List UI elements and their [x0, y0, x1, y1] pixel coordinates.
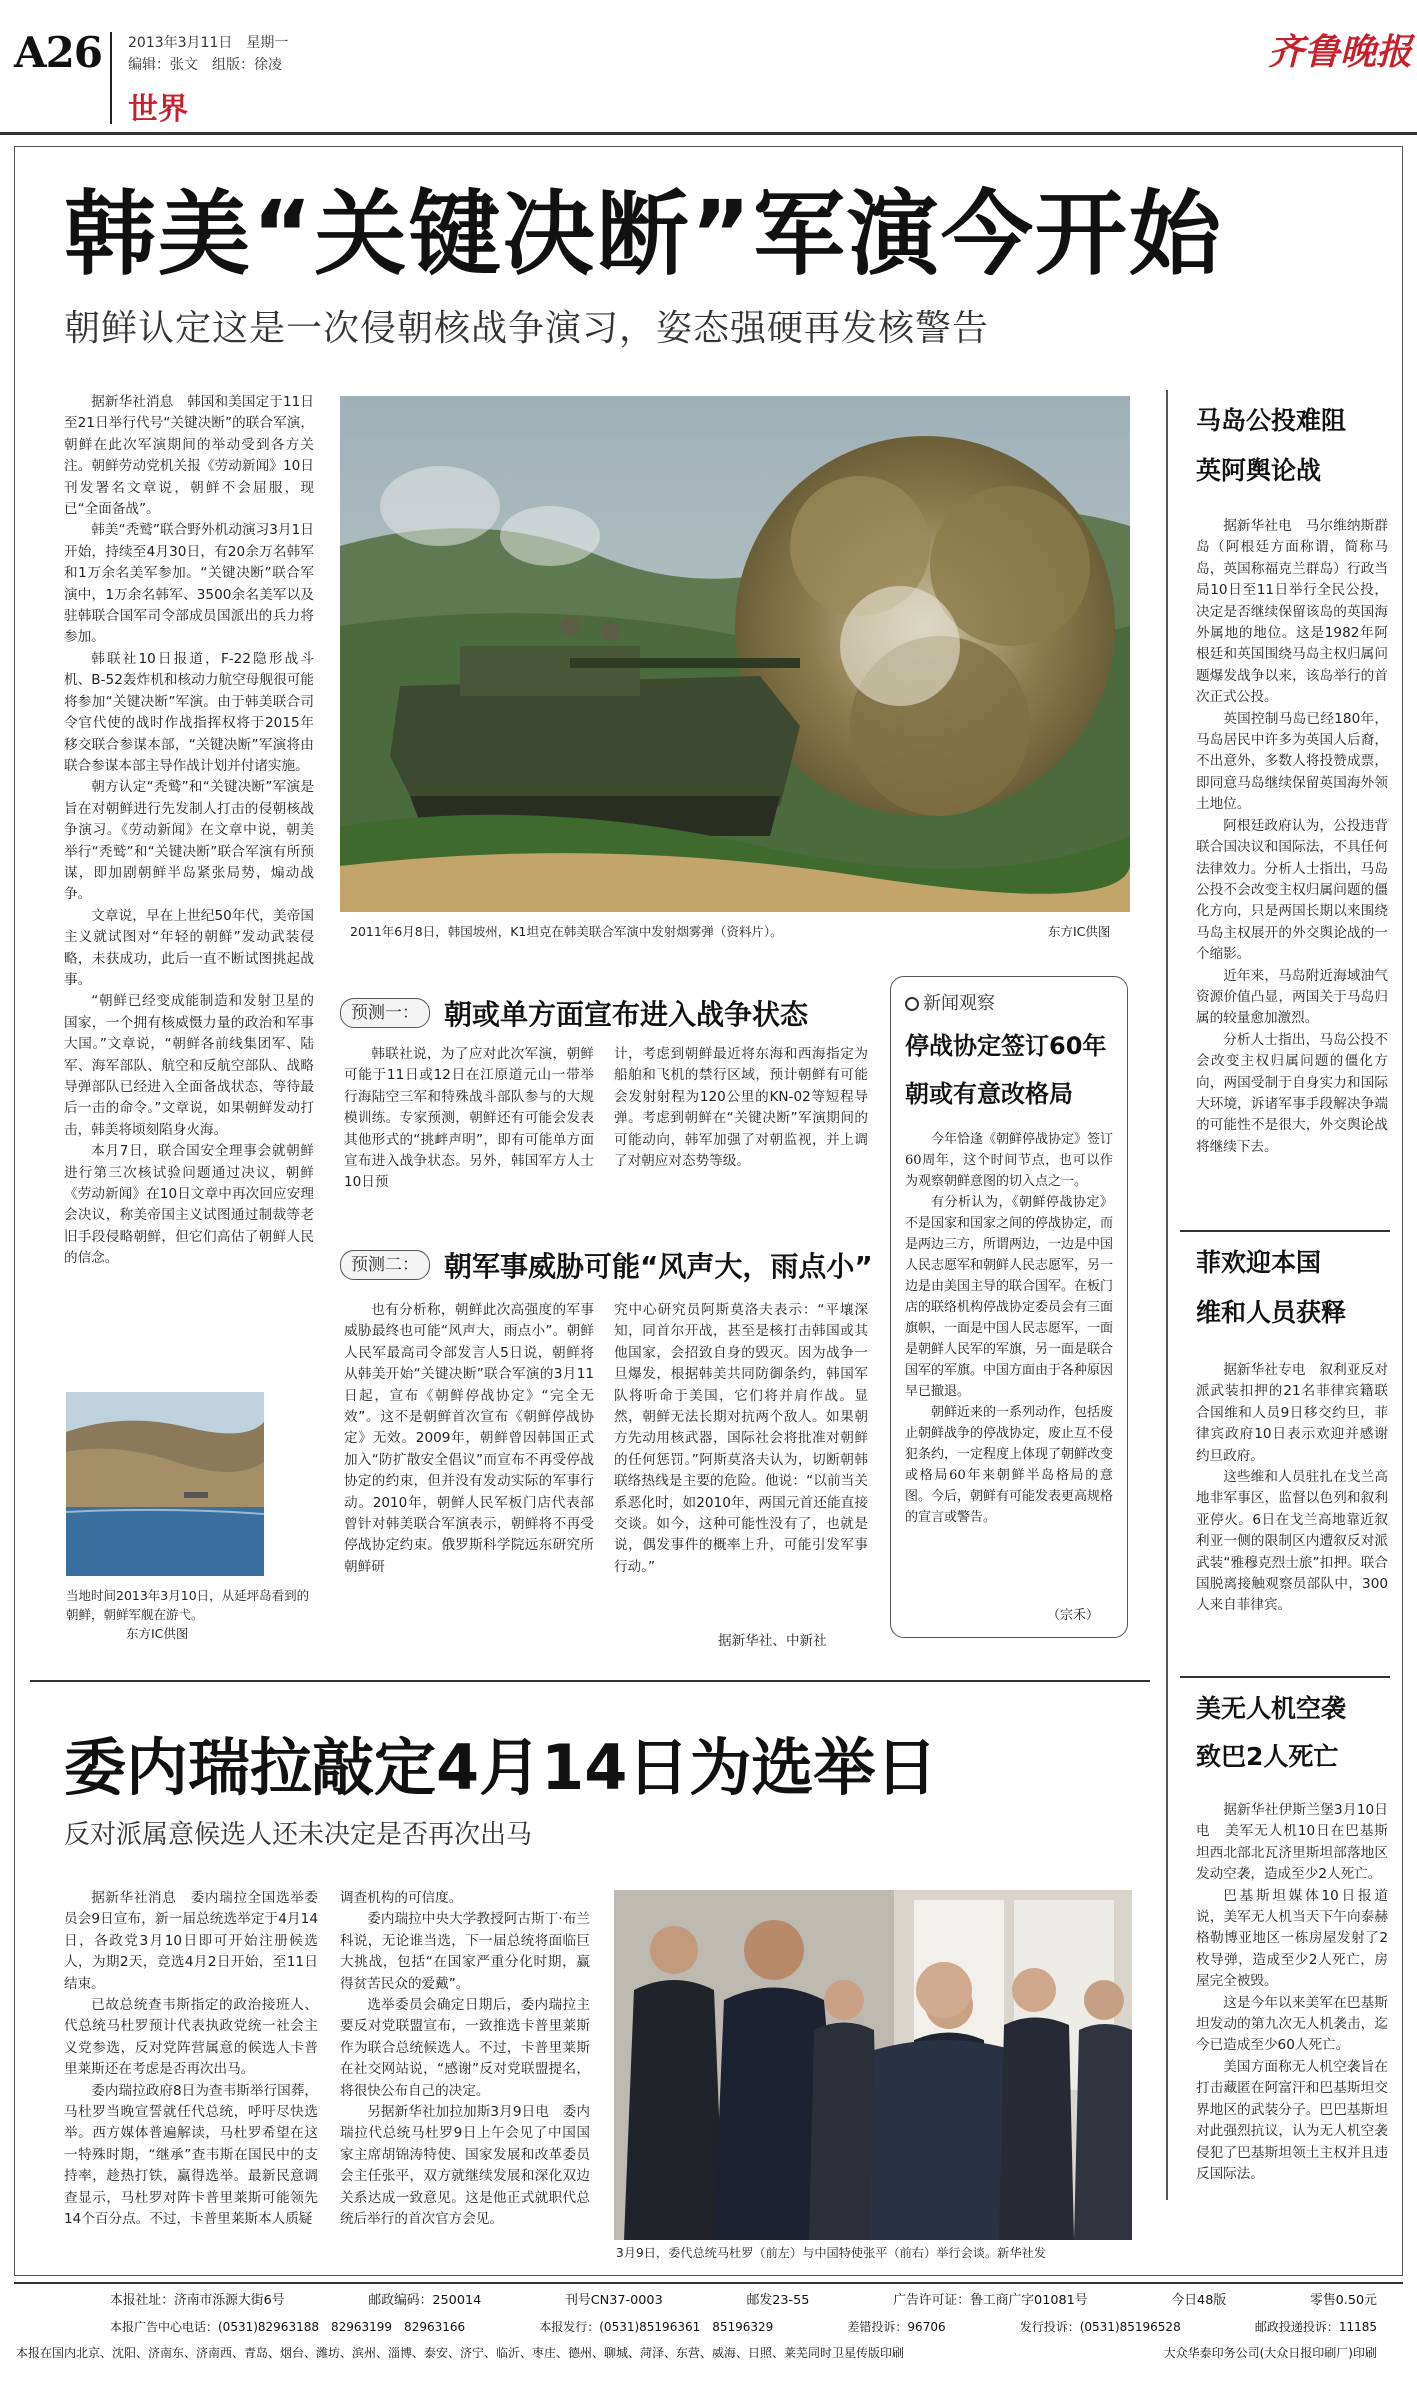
lead-paragraph: 据新华社消息 韩国和美国定于11日至21日举行代号“关键决断”的联合军演，朝鲜在此次军演期间的举动受到各方关注。朝鲜劳动党机关报《劳动新闻》10日刊发署名文章说，朝鲜不会屈服，现已“全面备战”。 — [64, 394, 314, 518]
venezuela-subhead: 反对派属意候选人还未决定是否再次出马 — [64, 1820, 533, 1850]
venezuela-paragraph: 另据新华社加拉加斯3月9日电 委内瑞拉代总统马杜罗9日上午会见了中国国家主席胡锦涛特使、国家发展和改革委员会主任张平，双方就继续发展和深化双边关系达成一致意见。这是他正式就职代总统后举行的首次官方会见。 — [340, 2104, 590, 2228]
footer-distribution: 本报发行：(0531)85196361 85196329 — [539, 2320, 774, 2334]
tank-photo-credit: 东方IC供图 — [1048, 924, 1111, 939]
lead-paragraph: 韩美“秃鹫”联合野外机动演习3月1日开始，持续至4月30日，有20余万名韩军和1万余名美军参加。“关键决断”联合军演中，1万余名韩军、3500余名美军以及驻韩联合国军司令部成员国派出的兵力将参加。 — [64, 522, 314, 646]
sidebar2-paragraph: 这些维和人员驻扎在戈兰高地非军事区，监督以色列和叙利亚停火。6日在戈兰高地靠近叙利亚一侧的限制区内遭叙反对派武装“雅穆克烈士旅”扣押。联合国脱离接触观察员部队中，300人来自菲律宾。 — [1196, 1469, 1388, 1614]
footer-ad-license: 广告许可证：鲁工商广字01081号 — [893, 2293, 1088, 2308]
prediction1-col2: 计，考虑到朝鲜最近将东海和西海指定为船舶和飞机的禁行区域，预计朝鲜有可能会发射射程为120公里的KN-02等短程导弹。考虑到朝鲜在“关键决断”军演期间的可能动向，韩军加强了对朝监视，并上调了对朝应对态势等级。 — [614, 1046, 868, 1170]
tank-photo-caption: 2011年6月8日，韩国坡州，K1坦克在韩美联合军演中发射烟雾弹（资料片）。 — [350, 924, 783, 939]
observation-box — [890, 976, 1128, 1638]
venezuela-paragraph: 调查机构的可信度。 — [340, 1890, 463, 1906]
venezuela-headline: 委内瑞拉敲定4月14日为选举日 — [64, 1731, 938, 1804]
venezuela-photo-image — [614, 1890, 1132, 2240]
editor-line: 编辑：张文 组版：徐凌 — [128, 57, 282, 73]
observation-title2: 朝或有意改格局 — [905, 1080, 1073, 1108]
sidebar-rule — [1180, 1230, 1390, 1232]
venezuela-paragraph: 委内瑞拉中央大学教授阿古斯丁·布兰科说，无论谁当选，下一届总统将面临巨大挑战，包括“在国家严重分化时期，赢得贫苦民众的爱戴”。 — [340, 1911, 590, 1992]
sidebar1-paragraph: 分析人士指出，马岛公投不会改变主权归属问题的僵化方向，两国受制于自身实力和国际大环境，诉诸军事手段解决争端的可能性不是很大，外交舆论战将继续下去。 — [1196, 1031, 1388, 1155]
sidebar2-body — [1196, 1360, 1388, 1670]
venezuela-paragraph: 据新华社消息 委内瑞拉全国选举委员会9日宣布，新一届总统选举定于4月14日，各政党3月10日即可开始注册候选人，为期2天，竞选4月2日开始，至11日结束。 — [64, 1890, 318, 1992]
observation-paragraph: 朝鲜近来的一系列动作，包括废止朝鲜战争的停战协定，废止互不侵犯条约，一定程度上体现了朝鲜改变或格局60年来朝鲜半岛格局的意图。今后，朝鲜有可能发表更高规格的宣言或警告。 — [905, 1405, 1113, 1525]
prediction2-source: 据新华社、中新社 — [718, 1633, 827, 1649]
footer-postal-code: 邮发23-55 — [746, 2293, 810, 2308]
lead-paragraph: “朝鲜已经变成能制造和发射卫星的国家，一个拥有核威慑力量的政治和军事大国。”文章说，“朝鲜各前线集团军、陆军、海军部队、航空和反航空部队、战略导弹部队已经进入全面备战状态，等待最后一击的命令。”文章说，如果朝鲜发动打击，韩美将顷刻陷身火海。 — [64, 993, 314, 1138]
lead-headline: 韩美“关键决断”军演今开始 — [64, 181, 1223, 288]
venezuela-photo-caption: 3月9日，委代总统马杜罗（前左）与中国特使张平（前右）举行会谈。新华社发 — [616, 2246, 1046, 2260]
sidebar3-paragraph: 据新华社伊斯兰堡3月10日电 美军无人机10日在巴基斯坦西北部北瓦济里斯坦部落地区发动空袭，造成至少2人死亡。 — [1196, 1802, 1388, 1883]
lead-paragraph: 朝方认定“秃鹫”和“关键决断”军演是旨在对朝鲜进行先发制人打击的侵朝核战争演习。《劳动新闻》在文章中说，朝美举行“秃鹫”和“关键决断”联合军演有所预谋，即加剧朝鲜半岛紧张局势，煽动战争。 — [64, 779, 314, 903]
lead-paragraph: 韩联社10日报道，F-22隐形战斗机、B-52轰炸机和核动力航空母舰很可能将参加“关键决断”军演。由于韩美联合司令官代使的战时作战指挥权将于2015年移交联合参谋本部，“关键决断”军演将由联合参谋本部主导作战计划并付诸实施。 — [64, 650, 314, 774]
observation-byline: （宗禾） — [1046, 1608, 1099, 1623]
observation-paragraph: 今年恰逢《朝鲜停战协定》签订60周年，这个时间节点，也可以作为观察朝鲜意图的切入点之一。 — [905, 1132, 1113, 1189]
footer-delivery-complaint: 邮政投递投诉：11185 — [1254, 2320, 1377, 2334]
lead-paragraph: 本月7日，联合国安全理事会就朝鲜进行第三次核试验问题通过决议，朝鲜《劳动新闻》在10日文章中再次回应安理会决议，称美帝国主义试图通过制裁等老旧手段侵略朝鲜，但它们高估了朝鲜人民的信念。 — [64, 1143, 314, 1267]
sidebar3-paragraph: 巴基斯坦媒体10日报道说，美军无人机当天下午向泰赫格勒博亚地区一栋房屋发射了2枚导弹，造成至少2人死亡，房屋完全被毁。 — [1196, 1887, 1388, 1990]
footer-row1 — [110, 2290, 1377, 2312]
prediction1-col1: 韩联社说，为了应对此次军演，朝鲜可能于11日或12日在江原道元山一带举行海陆空三军和特殊战斗部队参与的大规模训练。专家预测，朝鲜还有可能会发表其他形式的“挑衅声明”，即有可能单方面宣布进入战争状态。另外，韩国军方人士10日预 — [344, 1046, 594, 1191]
observation-body — [905, 1129, 1113, 1569]
island-photo-credit: 东方IC供图 — [126, 1626, 189, 1641]
observation-paragraph: 有分析认为，《朝鲜停战协定》不是国家和国家之间的停战协定，而是两边三方，所谓两边，一边是中国人民志愿军和朝鲜人民志愿军，另一边是由美国主导的联合国军。在板门店的联络机构停战协定委员会有三面旗帜，一面是中国人民志愿军，一面是朝鲜人民军的军旗，另一面是联合国军的军旗。中国方面由于各种原因早已撤退。 — [905, 1195, 1113, 1399]
sidebar1-paragraph: 阿根廷政府认为，公投违背联合国决议和国际法，不具任何法律效力。分析人士指出，马岛公投不会改变主权归属问题的僵化方向，只是两国长期以来围绕马岛主权展开的外交舆论战的一个缩影。 — [1196, 817, 1388, 963]
lead-subhead: 朝鲜认定这是一次侵朝核战争演习，姿态强硬再发核警告 — [64, 308, 990, 349]
footer-row3 — [16, 2342, 1377, 2364]
sidebar3-title2: 致巴2人死亡 — [1196, 1742, 1339, 1771]
prediction2-col1: 也有分析称，朝鲜此次高强度的军事威胁最终也可能“风声大，雨点小”。朝鲜人民军最高司令部发言人5日说，朝鲜将从韩美开始“关键决断”联合军演的3月11日起，宣布《朝鲜停战协定》“完全无效”。这不是朝鲜首次宣布《朝鲜停战协定》无效。2009年，朝鲜曾因韩国正式加入“防扩散安全倡议”而宣布不再受停战协定的约束，但并没有发动实际的军事行动。2010年，朝鲜人民军板门店代表部曾针对韩美联合军演表示，朝鲜将不再受停战协定约束。俄罗斯科学院远东研究所朝鲜研 — [344, 1302, 594, 1575]
prediction1-title: 朝或单方面宣布进入战争状态 — [444, 998, 809, 1031]
footer-error-report: 差错投诉：96706 — [847, 2320, 946, 2334]
prediction2-title: 朝军事威胁可能“风声大，雨点小” — [444, 1250, 873, 1283]
sidebar2-title1: 菲欢迎本国 — [1196, 1248, 1322, 1277]
masthead — [0, 0, 1417, 140]
prediction1-tag — [340, 998, 430, 1028]
paper-logo: 齐鲁晚报 — [1268, 31, 1413, 73]
prediction1-tag-label: 预测一： — [340, 998, 430, 1028]
lead-paragraph: 文章说，早在上世纪50年代，美帝国主义就试图对“年轻的朝鲜”发动武装侵略，未获成功，此后一直不断试图挑起战事。 — [64, 907, 314, 988]
sidebar-rule — [1180, 1676, 1390, 1678]
tank-photo-image — [340, 396, 1130, 912]
sidebar2-title2: 维和人员获释 — [1196, 1298, 1347, 1327]
sidebar1-paragraph: 据新华社电 马尔维纳斯群岛（阿根廷方面称谓，简称马岛，英国称福克兰群岛）行政当局10日至11日举行全民公投，决定是否继续保留该岛的英国海外属地的地位。这是1982年阿根廷和英国围绕马岛主权归属问题爆发战争以来，该岛举行的首次正式公投。 — [1196, 518, 1388, 706]
footer-price: 零售0.50元 — [1310, 2293, 1377, 2308]
footer-pages: 今日48版 — [1171, 2293, 1227, 2308]
sidebar1-paragraph: 英国控制马岛已经180年，马岛居民中许多为英国人后裔，不出意外，多数人将投赞成票，即同意马岛继续保留英国海外领土地位。 — [1196, 710, 1388, 813]
page-number: A26 — [14, 28, 103, 77]
venezuela-col1 — [64, 1888, 318, 2258]
footer-postcode: 邮政编码：250014 — [368, 2293, 482, 2308]
lead-body — [64, 392, 314, 1392]
sidebar1-title2: 英阿舆论战 — [1196, 456, 1322, 485]
venezuela-photo — [614, 1890, 1132, 2240]
sidebar1-title1: 马岛公投难阻 — [1196, 406, 1347, 435]
footer-ad-phone: 本报广告中心电话：(0531)82963188 82963199 82963166 — [110, 2320, 466, 2334]
date-line: 2013年3月11日 星期一 — [128, 35, 289, 51]
sidebar3-paragraph: 这是今年以来美军在巴基斯坦发动的第九次无人机袭击，迄今已造成至少60人死亡。 — [1196, 1994, 1388, 2054]
footer-print-sites: 本报在国内北京、沈阳、济南东、济南西、青岛、烟台、潍坊、滨州、淄博、泰安、济宁、临沂、枣庄、德州、聊城、菏泽、东营、威海、日照、莱芜同时卫星传版印刷 — [16, 2346, 905, 2360]
observation-icon — [905, 997, 919, 1011]
story-separator — [30, 1680, 1150, 1682]
footer-printer: 大众华泰印务公司(大众日报印刷厂)印刷 — [1163, 2346, 1377, 2360]
island-photo — [66, 1392, 264, 1576]
tank-photo — [340, 396, 1130, 912]
sidebar1-paragraph: 近年来，马岛附近海域油气资源价值凸显，两国关于马岛归属的较量愈加激烈。 — [1196, 967, 1388, 1027]
footer-rule — [14, 2282, 1403, 2284]
observation-label-row — [905, 989, 1113, 1015]
sidebar-divider — [1166, 390, 1168, 2200]
footer-distribution-complaint: 发行投诉：(0531)85196528 — [1019, 2320, 1181, 2334]
sidebar1-body — [1196, 516, 1388, 1216]
island-photo-image — [66, 1392, 264, 1576]
sidebar3-body — [1196, 1800, 1388, 2260]
venezuela-paragraph: 选举委员会确定日期后，委内瑞拉主要反对党联盟宣布，一致推选卡普里莱斯作为联合总统候选人。不过，卡普里莱斯在社交网站说，“感谢”反对党联盟提名，将很快公布自己的决定。 — [340, 1997, 590, 2099]
sidebar2-paragraph: 据新华社专电 叙利亚反对派武装扣押的21名菲律宾籍联合国维和人员9日移交约旦，菲律宾政府10日表示欢迎并感谢约旦政府。 — [1196, 1362, 1388, 1464]
prediction2-tag-label: 预测二： — [340, 1250, 430, 1280]
island-photo-caption: 当地时间2013年3月10日，从延坪岛看到的朝鲜，朝鲜军舰在游弋。 — [66, 1588, 310, 1622]
section-title: 世界 — [128, 92, 188, 127]
footer-row2 — [110, 2316, 1377, 2338]
prediction2-col2: 究中心研究员阿斯莫洛夫表示：“平壤深知，同首尔开战，甚至是核打击韩国或其他国家，会招致自身的毁灭。因为战争一旦爆发，根据韩美共同防御条约，韩国军队将听命于美国，它们将并肩作战。显然，朝鲜无法长期对抗两个敌人。如果朝方先动用核武器，国际社会将批准对朝鲜的任何惩罚。”阿斯莫洛夫认为，切断朝韩联络热线是主要的危险。他说：“以前当关系恶化时，如2010年，两国元首还能直接交谈。如今，这种可能性没有了，也就是说，偶发事件的概率上升，可能引发军事行动。” — [614, 1302, 868, 1575]
venezuela-paragraph: 委内瑞拉政府8日为查韦斯举行国葬，马杜罗当晚宣誓就任代总统，呼吁尽快选举。西方媒体普遍解读，马杜罗希望在这一特殊时期，“继承”查韦斯在国民中的支持率，趁热打铁，赢得选举。最新民意调查显示，马杜罗对阵卡普里莱斯可能领先14个百分点。不过，卡普里莱斯本人质疑 — [64, 2082, 318, 2228]
sidebar3-paragraph: 美国方面称无人机空袭旨在打击藏匿在阿富汗和巴基斯坦交界地区的武装分子。巴巴基斯坦对此强烈抗议，认为无人机空袭侵犯了巴基斯坦领土主权并且违反国际法。 — [1196, 2058, 1388, 2182]
footer-issn: 刊号CN37-0003 — [565, 2293, 663, 2308]
venezuela-paragraph: 已故总统查韦斯指定的政治接班人、代总统马杜罗预计代表执政党统一社会主义党参选，反对党阵营属意的候选人卡普里莱斯还在考虑是否再次出马。 — [64, 1997, 318, 2078]
top-rule — [0, 132, 1417, 135]
masthead-divider — [110, 32, 112, 124]
prediction2-tag — [340, 1250, 430, 1280]
sidebar3-title1: 美无人机空袭 — [1196, 1694, 1347, 1723]
footer-address: 本报社址：济南市泺源大街6号 — [110, 2293, 285, 2308]
observation-label: 新闻观察 — [923, 993, 995, 1014]
observation-title1: 停战协定签订60年 — [905, 1032, 1107, 1060]
venezuela-col2 — [340, 1888, 590, 2258]
